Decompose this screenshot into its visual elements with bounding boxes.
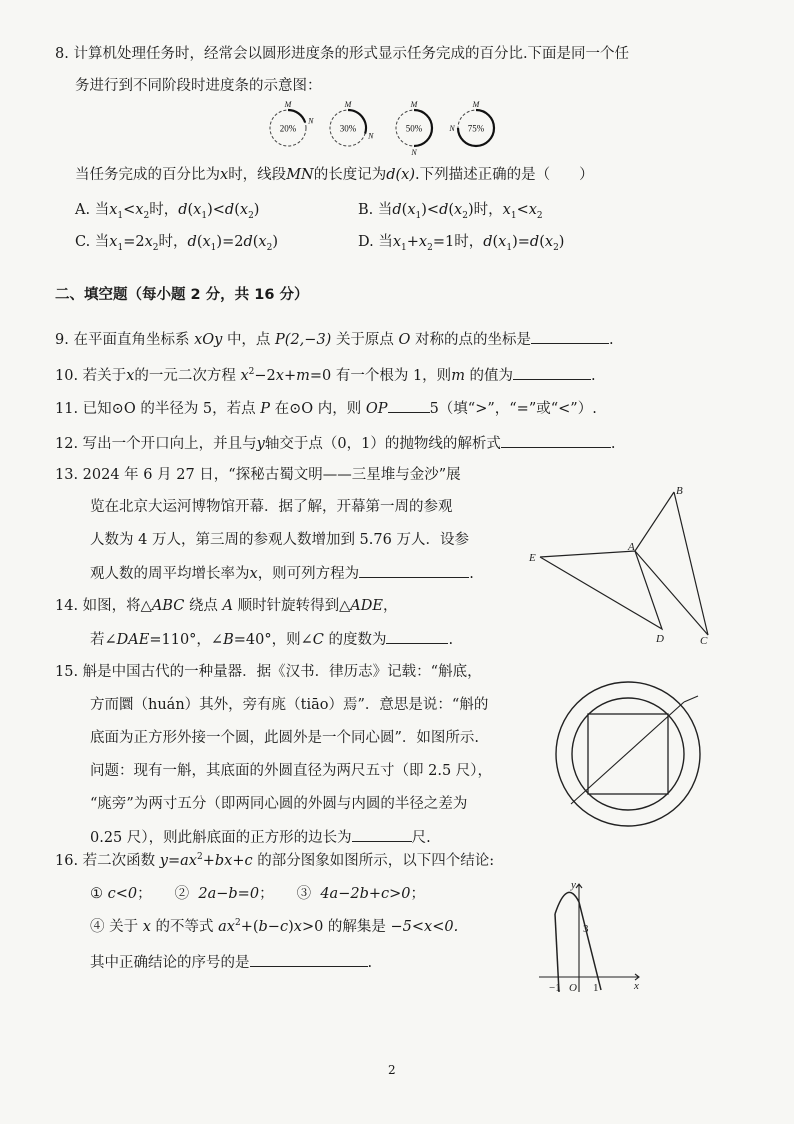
triangle-abc bbox=[635, 492, 708, 635]
q12: 12. 写出一个开口向上，并且与y轴交于点（0，1）的抛物线的解析式 . bbox=[55, 433, 615, 454]
q10-answer-blank[interactable] bbox=[513, 365, 591, 380]
q16-conclusions-row1: ① c<0； ② 2a−b=0； ③ 4a−2b+c>0； bbox=[90, 886, 425, 902]
q14-answer-blank[interactable] bbox=[386, 629, 448, 644]
point-m-label: M bbox=[472, 100, 480, 109]
label-origin: O bbox=[569, 982, 577, 994]
progress-label: 20% bbox=[279, 123, 297, 134]
label-b: B bbox=[676, 485, 683, 497]
q14-rotation-figure bbox=[528, 484, 718, 654]
q15-line1: 15. 斛是中国古代的一种量器．据《汉书．律历志》记载：“斛底， bbox=[55, 664, 482, 680]
q8-option-d: D. 当$x_1+x_2=1$时，$d(x_1)=d(x_2)$ bbox=[358, 234, 565, 253]
section-2-title: 二、填空题（每小题 2 分，共 16 分） bbox=[55, 287, 309, 303]
q8-number: 8. bbox=[55, 46, 69, 62]
page-number: 2 bbox=[388, 1063, 396, 1077]
label-x: x bbox=[634, 980, 639, 992]
q13-line2: 览在北京大运河博物馆开幕．据了解，开幕第一周的参观 bbox=[90, 499, 453, 515]
q16-line1: 16. 若二次函数 $y=ax^2+bx+c$ 的部分图象如图所示，以下四个结论: bbox=[55, 852, 495, 869]
point-n-label: N bbox=[308, 116, 314, 126]
parabola-left-branch bbox=[555, 914, 559, 992]
q15-hu-figure bbox=[550, 676, 710, 836]
q16-line3: 其中正确结论的序号的是 . bbox=[90, 952, 372, 973]
q12-answer-blank[interactable] bbox=[501, 433, 611, 448]
label-a: A bbox=[628, 541, 635, 553]
q9: 9. 在平面直角坐标系 xOy 中，点 P(2,−3) 关于原点 O 对称的点的坐标是 . bbox=[55, 329, 614, 350]
q10: 10. 若关于x的一元二次方程 $x^2-2x+m=0$ 有一个根为 1，则m 的值为 . bbox=[55, 365, 596, 386]
label-y: y bbox=[571, 879, 576, 891]
q9-answer-blank[interactable] bbox=[531, 329, 609, 344]
label-d: D bbox=[656, 633, 664, 645]
q13-line1: 13. 2024 年 6 月 27 日，“探秘古蜀文明——三星堆与金沙”展 bbox=[55, 467, 461, 483]
progress-circle bbox=[396, 100, 432, 157]
q13-answer-blank[interactable] bbox=[359, 563, 469, 578]
parabola-curve bbox=[555, 892, 601, 990]
q8-text: 计算机处理任务时，经常会以圆形进度条的形式显示任务完成的百分比.下面是同一个任 bbox=[73, 46, 630, 62]
triangle-ade bbox=[540, 551, 662, 629]
q13-line3: 人数为 4 万人，第三周的参观人数增加到 5.76 万人．设参 bbox=[90, 532, 469, 548]
q11-answer-blank[interactable] bbox=[388, 398, 430, 413]
q8-option-b: B. 当$d(x_1)<d(x_2)$时，$x_1<x_2$ bbox=[358, 202, 543, 221]
q15-answer-blank[interactable] bbox=[352, 827, 412, 842]
label-neg1: −1 bbox=[549, 982, 561, 994]
q8-option-a: A. 当$x_1<x_2$时，$d(x_1)<d(x_2)$ bbox=[75, 202, 260, 221]
progress-circle bbox=[330, 100, 374, 146]
point-m-label: M bbox=[410, 100, 418, 109]
point-m-label: M bbox=[344, 100, 352, 109]
q15-line4: 问题：现有一斛，其底面的外圆直径为两尺五寸（即 2.5 尺）， bbox=[90, 763, 493, 779]
label-1: 1 bbox=[593, 982, 599, 994]
point-n-label: N bbox=[449, 124, 455, 133]
point-m-label: M bbox=[284, 100, 292, 109]
q13-line4: 观人数的周平均增长率为x，则可列方程为 . bbox=[90, 563, 474, 584]
label-e: E bbox=[529, 552, 536, 564]
inner-circle bbox=[572, 698, 684, 810]
tiao-marker bbox=[684, 696, 698, 702]
q14-line2: 若∠DAE=110°，∠B=40°，则∠C 的度数为 . bbox=[90, 629, 453, 650]
q14-line1: 14. 如图，将△ABC 绕点 A 顺时针旋转得到△ADE， bbox=[55, 598, 398, 614]
point-n-label: N bbox=[411, 148, 417, 157]
q8-option-c: C. 当$x_1=2x_2$时，$d(x_1)=2d(x_2)$ bbox=[75, 234, 279, 253]
progress-circles-figure bbox=[0, 100, 794, 170]
q11: 11. 已知⊙O 的半径为 5，若点 P 在⊙O 内，则 OP 5（填“>”，“=”或“<”）. bbox=[55, 398, 597, 419]
inscribed-square bbox=[588, 714, 668, 794]
progress-label: 75% bbox=[467, 123, 485, 134]
q8-stem: 当任务完成的百分比为x时，线段MN的长度记为d(x).下列描述正确的是（ ） bbox=[75, 167, 594, 183]
q15-line6: 0.25 尺），则此斛底面的正方形的边长为 尺. bbox=[90, 827, 431, 848]
label-c: C bbox=[700, 635, 708, 647]
q8-line1 bbox=[55, 44, 629, 64]
q16-answer-blank[interactable] bbox=[250, 952, 368, 967]
progress-label: 50% bbox=[405, 123, 423, 134]
q15-line2: 方而圜（huán）其外，旁有庣（tiāo）焉”．意思是说：“斛的 bbox=[90, 697, 489, 713]
progress-circle bbox=[448, 100, 494, 146]
label-3: 3 bbox=[583, 923, 589, 935]
q15-line5: “庣旁”为两寸五分（即两同心圆的外圆与内圆的半径之差为 bbox=[90, 796, 468, 812]
progress-label: 30% bbox=[339, 123, 357, 134]
point-n-label: N bbox=[368, 131, 374, 141]
q15-line3: 底面为正方形外接一个圆，此圆外是一个同心圆”．如图所示. bbox=[90, 730, 480, 746]
outer-circle bbox=[556, 682, 700, 826]
q16-parabola-graph bbox=[535, 880, 645, 1000]
progress-arc bbox=[288, 110, 305, 122]
progress-circle bbox=[270, 100, 314, 146]
q16-conclusion-4: ④ 关于 x 的不等式 $ax^2+(b-c)x>0$ 的解集是 −5<x<0. bbox=[90, 918, 459, 935]
q8-line2: 务进行到不同阶段时进度条的示意图： bbox=[75, 78, 322, 94]
